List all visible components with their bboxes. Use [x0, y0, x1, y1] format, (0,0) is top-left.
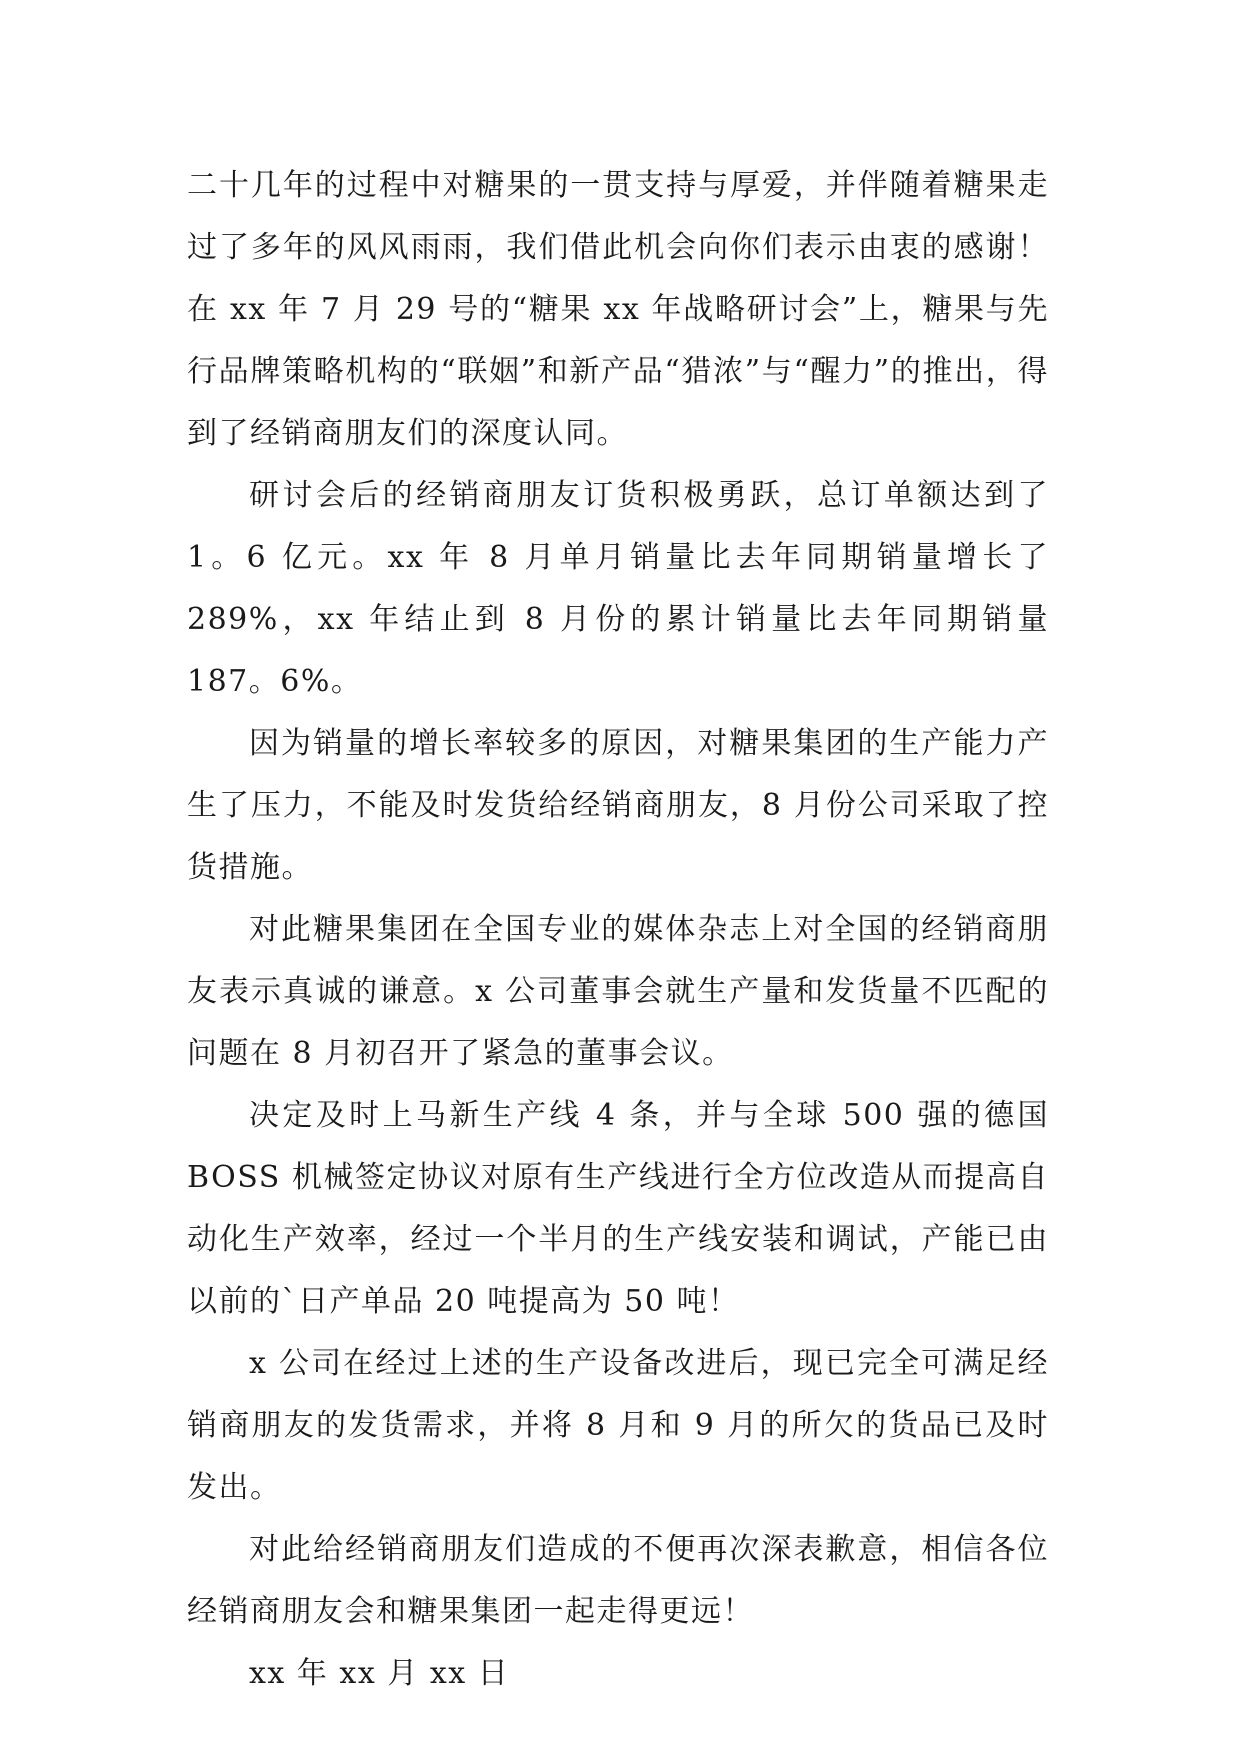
paragraph-6: x 公司在经过上述的生产设备改进后，现已完全可满足经销商朋友的发货需求，并将 8 月和 9 月的所欠的货品已及时发出。: [187, 1346, 1049, 1505]
paragraph-5: 决定及时上马新生产线 4 条，并与全球 500 强的德国 BOSS 机械签定协议对原有生产线进行全方位改造从而提高自动化生产效率，经过一个半月的生产线安装和调试，产能已由以前的`日产单品 20 吨提高为 50 吨！: [187, 1098, 1049, 1319]
document-date: xx 年 xx 月 xx 日: [249, 1656, 510, 1691]
paragraph-7: 对此给经销商朋友们造成的不便再次深表歉意，相信各位经销商朋友会和糖果集团一起走得更远！: [187, 1532, 1049, 1629]
paragraph-4: 对此糖果集团在全国专业的媒体杂志上对全国的经销商朋友表示真诚的谦意。x 公司董事会就生产量和发货量不匹配的问题在 8 月初召开了紧急的董事会议。: [187, 912, 1049, 1071]
paragraph-3: 因为销量的增长率较多的原因，对糖果集团的生产能力产生了压力，不能及时发货给经销商朋友，8 月份公司采取了控货措施。: [187, 726, 1049, 885]
paragraph-2: 研讨会后的经销商朋友订货积极勇跃，总订单额达到了 1。6 亿元。xx 年 8 月单月销量比去年同期销量增长了 289%，xx 年结止到 8 月份的累计销量比去年同期销量 187。6%。: [187, 478, 1049, 699]
paragraph-1: 二十几年的过程中对糖果的一贯支持与厚爱，并伴随着糖果走过了多年的风风雨雨，我们借此机会向你们表示由衷的感谢！在 xx 年 7 月 29 号的“糖果 xx 年战略研讨会”上，糖果与先行品牌策略机构的“联姻”和新产品“猎浓”与“醒力”的推出，得到了经销商朋友们的深度认同。: [187, 168, 1049, 451]
document-body: [187, 155, 1049, 1705]
